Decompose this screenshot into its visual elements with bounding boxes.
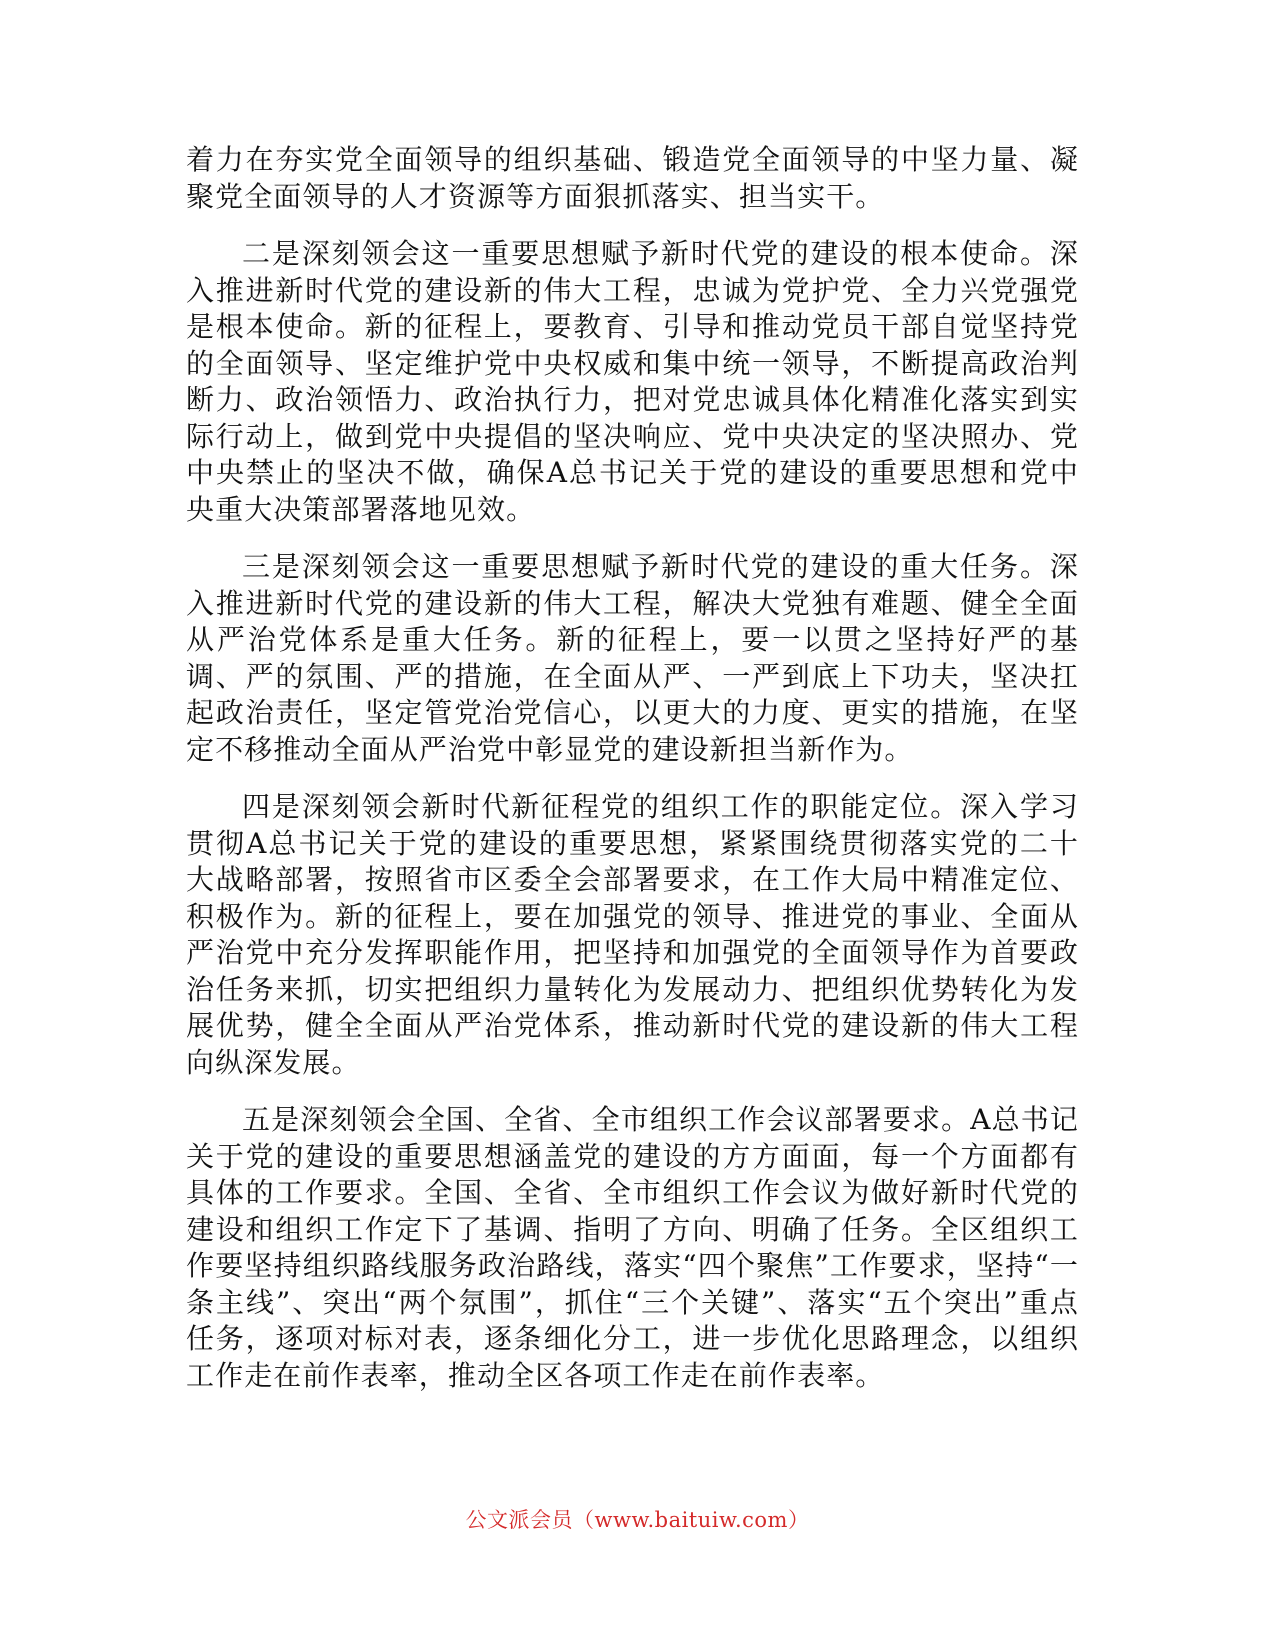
footer-watermark-link[interactable]: 公文派会员（www.baituiw.com）	[465, 1508, 810, 1532]
paragraph-point-three: 三是深刻领会这一重要思想赋予新时代党的建设的重大任务。深入推进新时代党的建设新的伟大工程，解决大党独有难题、健全全面从严治党体系是重大任务。新的征程上，要一以贯之坚持好严的基调、严的氛围、严的措施，在全面从严、一严到底上下功夫，坚决扛起政治责任，坚定管党治党信心，以更大的力度、更实的措施，在坚定不移推动全面从严治党中彰显党的建设新担当新作为。	[186, 550, 1079, 766]
document-body	[186, 142, 1079, 1394]
paragraph-point-five: 五是深刻领会全国、全省、全市组织工作会议部署要求。A总书记关于党的建设的重要思想涵盖党的建设的方方面面，每一个方面都有具体的工作要求。全国、全省、全市组织工作会议为做好新时代党的建设和组织工作定下了基调、指明了方向、明确了任务。全区组织工作要坚持组织路线服务政治路线，落实“四个聚焦”工作要求，坚持“一条主线”、突出“两个氛围”，抓住“三个关键”、落实“五个突出”重点任务，逐项对标对表，逐条细化分工，进一步优化思路理念，以组织工作走在前作表率，推动全区各项工作走在前作表率。	[186, 1103, 1079, 1392]
paragraph-point-four: 四是深刻领会新时代新征程党的组织工作的职能定位。深入学习贯彻A总书记关于党的建设的重要思想，紧紧围绕贯彻落实党的二十大战略部署，按照省市区委全会部署要求，在工作大局中精准定位、积极作为。新的征程上，要在加强党的领导、推进党的事业、全面从严治党中充分发挥职能作用，把坚持和加强党的全面领导作为首要政治任务来抓，切实把组织力量转化为发展动力、把组织优势转化为发展优势，健全全面从严治党体系，推动新时代党的建设新的伟大工程向纵深发展。	[186, 790, 1079, 1079]
paragraph-point-two: 二是深刻领会这一重要思想赋予新时代党的建设的根本使命。深入推进新时代党的建设新的伟大工程，忠诚为党护党、全力兴党强党是根本使命。新的征程上，要教育、引导和推动党员干部自觉坚持党的全面领导、坚定维护党中央权威和集中统一领导，不断提高政治判断力、政治领悟力、政治执行力，把对党忠诚具体化精准化落实到实际行动上，做到党中央提倡的坚决响应、党中央决定的坚决照办、党中央禁止的坚决不做，确保A总书记关于党的建设的重要思想和党中央重大决策部署落地见效。	[186, 237, 1079, 526]
paragraph-continuation: 着力在夯实党全面领导的组织基础、锻造党全面领导的中坚力量、凝聚党全面领导的人才资源等方面狠抓落实、担当实干。	[186, 143, 1079, 213]
